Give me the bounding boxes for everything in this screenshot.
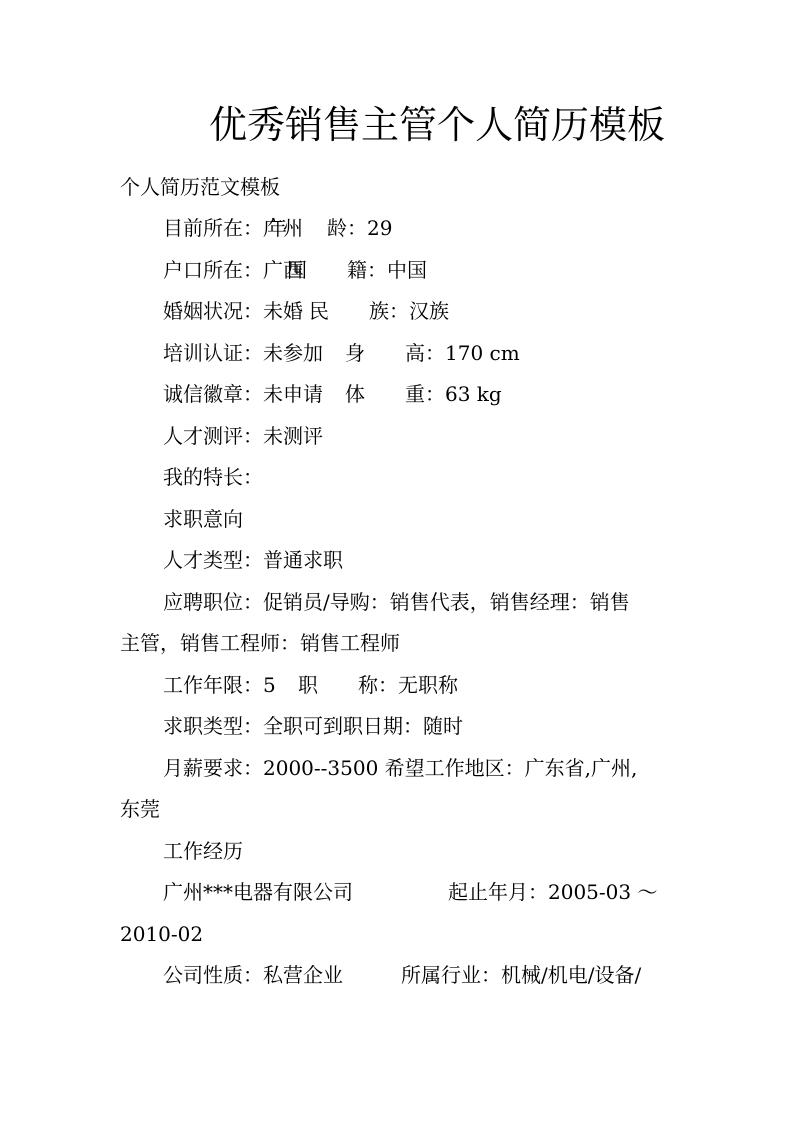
assessment-field: 人才测评：未测评 bbox=[163, 424, 323, 448]
height-field: 身 高：170 cm bbox=[345, 341, 520, 365]
salary-line-1: 月薪要求：2000--3500 希望工作地区：广东省,广州, bbox=[163, 756, 638, 780]
ethnicity-field: 民 族：汉族 bbox=[309, 299, 449, 323]
period-field: 起止年月：2005-03 ～ bbox=[448, 880, 658, 904]
info-row-training bbox=[163, 339, 520, 367]
info-row-company-type bbox=[163, 961, 642, 989]
document-title: 优秀销售主管个人简历模板 bbox=[208, 103, 665, 147]
info-row-hukou bbox=[163, 256, 427, 284]
age-field: 年 龄：29 bbox=[267, 216, 393, 240]
job-intention-heading: 求职意向 bbox=[163, 507, 243, 531]
position-line-2: 主管，销售工程师：销售工程师 bbox=[120, 631, 400, 655]
info-row-years bbox=[163, 671, 458, 699]
document-subtitle: 个人简历范文模板 bbox=[120, 175, 280, 199]
company-type-field: 公司性质：私营企业 bbox=[163, 963, 343, 987]
salary-line-2: 东莞 bbox=[120, 797, 160, 821]
job-type-field: 求职类型：全职可到职日期：随时 bbox=[163, 714, 463, 738]
info-row-location bbox=[163, 214, 393, 242]
hukou-field: 户口所在：广西 bbox=[163, 258, 303, 282]
experience-heading: 工作经历 bbox=[163, 839, 243, 863]
specialty-field: 我的特长： bbox=[163, 465, 263, 489]
industry-field: 所属行业：机械/机电/设备/ bbox=[401, 963, 642, 987]
marital-field: 婚姻状况：未婚 bbox=[163, 299, 303, 323]
company-field: 广州***电器有限公司 bbox=[163, 880, 353, 904]
info-row-marital bbox=[163, 297, 449, 325]
years-field: 工作年限：5 bbox=[163, 673, 276, 697]
training-field: 培训认证：未参加 bbox=[163, 341, 323, 365]
location-field: 目前所在：广州 bbox=[163, 216, 303, 240]
info-row-company bbox=[163, 878, 658, 906]
weight-field: 体 重：63 kg bbox=[345, 382, 502, 406]
title-rank-field: 职 称：无职称 bbox=[298, 673, 458, 697]
info-row-credit bbox=[163, 380, 502, 408]
credit-field: 诚信徽章：未申请 bbox=[163, 382, 323, 406]
nationality-field: 国 籍：中国 bbox=[287, 258, 427, 282]
period-end-field: 2010-02 bbox=[120, 922, 204, 946]
position-line-1: 应聘职位：促销员/导购：销售代表，销售经理：销售 bbox=[163, 590, 630, 614]
talent-type-field: 人才类型：普通求职 bbox=[163, 548, 343, 572]
